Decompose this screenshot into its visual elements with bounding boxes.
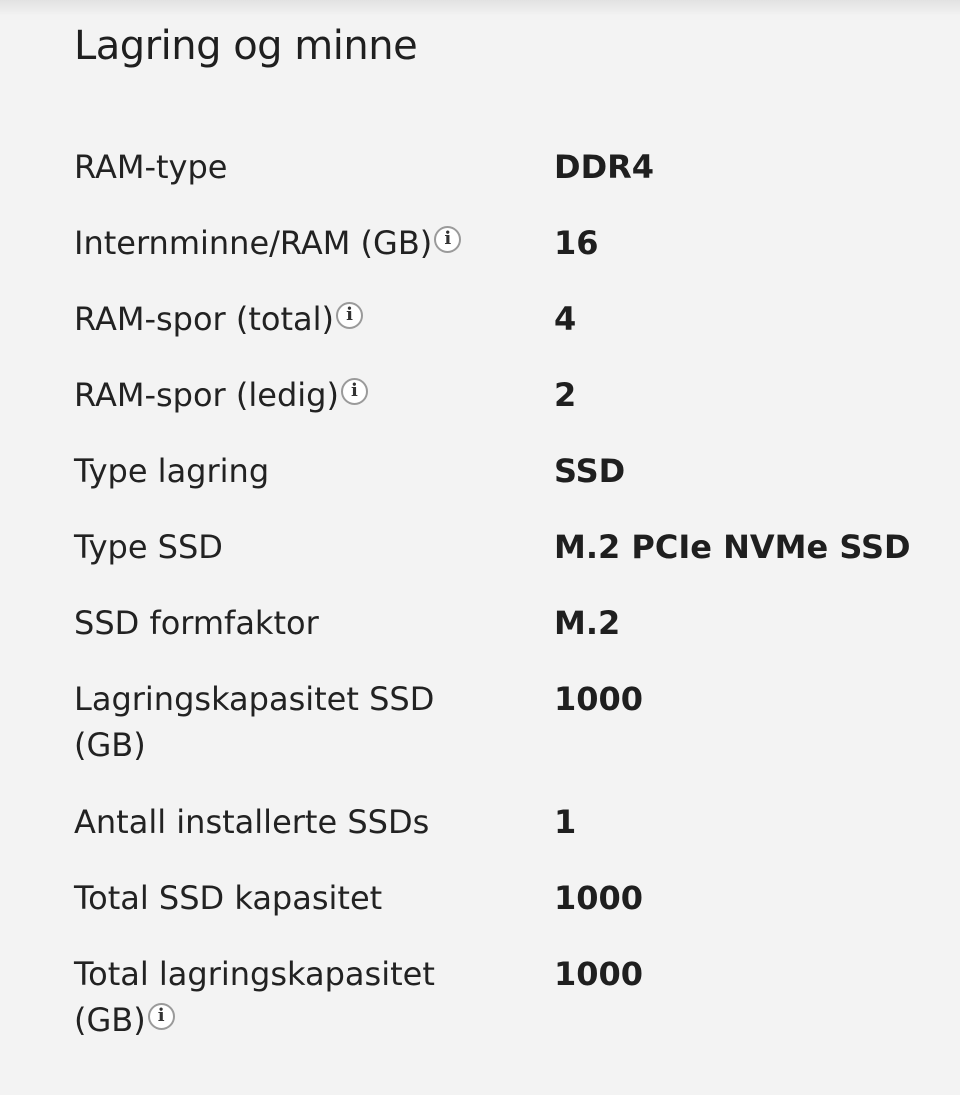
info-icon[interactable]: i xyxy=(434,226,461,253)
spec-row-ssd-type xyxy=(74,524,944,600)
spec-value: M.2 PCIe NVMe SSD xyxy=(554,528,911,566)
section-title: Lagring og minne xyxy=(74,23,418,69)
spec-label: Antall installerte SSDs xyxy=(74,803,430,841)
spec-value: 1 xyxy=(554,803,577,841)
spec-label: RAM-spor (total) i xyxy=(74,296,554,342)
spec-value: M.2 xyxy=(554,604,621,642)
info-icon[interactable]: i xyxy=(341,378,368,405)
storage-memory-section xyxy=(74,0,944,1047)
spec-value: 4 xyxy=(554,300,577,338)
spec-value: 1000 xyxy=(554,680,644,718)
spec-list xyxy=(74,144,944,1047)
spec-value: DDR4 xyxy=(554,148,655,186)
spec-label: SSD formfaktor xyxy=(74,604,319,642)
spec-row-storage-type xyxy=(74,448,944,524)
spec-label: Lagringskapasitet SSD (GB) xyxy=(74,680,435,764)
spec-row-ssd-capacity xyxy=(74,676,944,799)
spec-row-ram-type xyxy=(74,144,944,220)
spec-label: Total SSD kapasitet xyxy=(74,879,383,917)
spec-value: 16 xyxy=(554,224,599,262)
spec-row-total-ssd-capacity xyxy=(74,875,944,951)
info-icon[interactable]: i xyxy=(336,302,363,329)
spec-label: RAM-spor (ledig) i xyxy=(74,372,554,418)
spec-row-installed-ssds xyxy=(74,799,944,875)
spec-label: Type lagring xyxy=(74,452,270,490)
spec-value: 1000 xyxy=(554,955,644,993)
spec-row-total-storage-capacity xyxy=(74,951,944,1047)
spec-value: 2 xyxy=(554,376,577,414)
spec-label: RAM-type xyxy=(74,148,228,186)
spec-row-ssd-form-factor xyxy=(74,600,944,676)
spec-value: 1000 xyxy=(554,879,644,917)
spec-label: Internminne/RAM (GB) i xyxy=(74,220,554,266)
spec-label: Total lagringskapasitet (GB) i xyxy=(74,955,435,1039)
spec-value: SSD xyxy=(554,452,626,490)
spec-row-internal-ram xyxy=(74,220,944,296)
spec-label: Type SSD xyxy=(74,528,223,566)
spec-row-ram-slots-free xyxy=(74,372,944,448)
spec-row-ram-slots-total xyxy=(74,296,944,372)
info-icon[interactable]: i xyxy=(148,1003,175,1030)
